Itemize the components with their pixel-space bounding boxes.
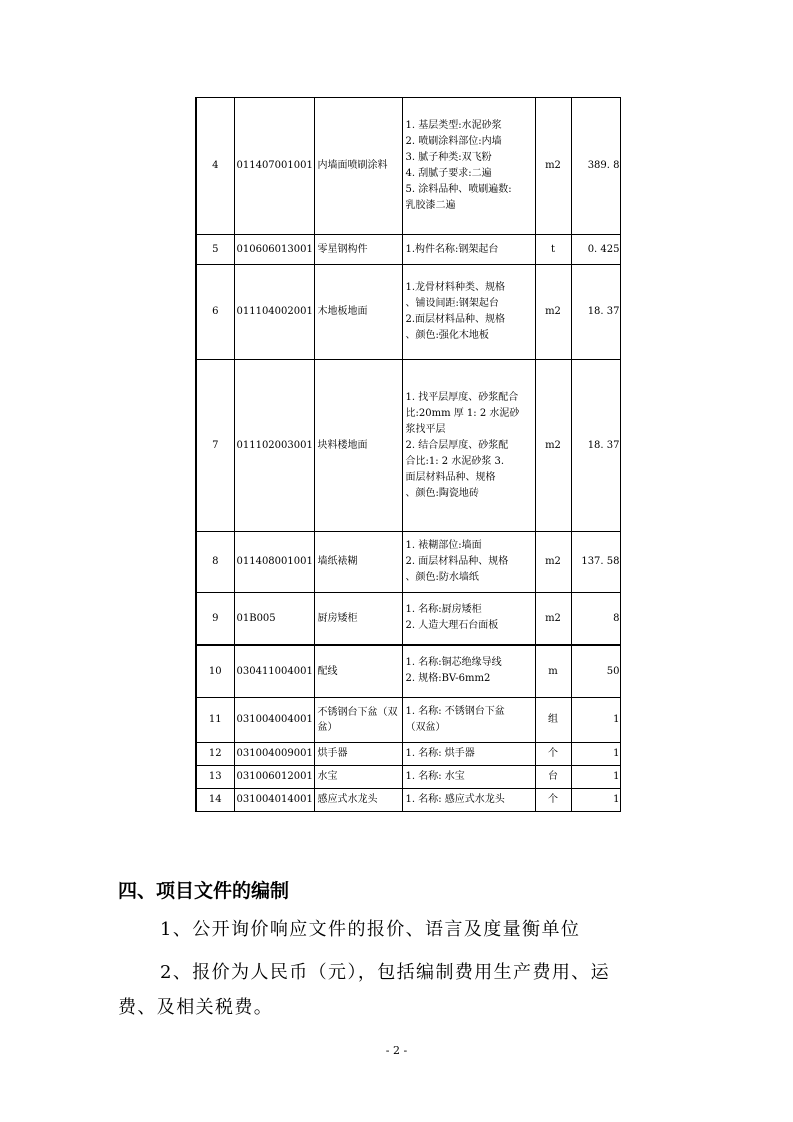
feature-line: 1. 名称:铜芯绝缘导线 [405,657,502,669]
item-features-cell [402,789,535,812]
feature-line: 、颜色:陶瓷地砖 [405,487,479,499]
item-quantity-cell: 50 [571,645,620,698]
feature-line: 3. 腻子种类:双飞粉 [405,152,492,163]
item-name-cell: 配线 [314,645,402,698]
item-number-cell: 13 [196,766,234,789]
item-unit-cell: m2 [535,532,571,593]
feature-line: 1. 名称:厨房矮柜 [405,604,482,616]
item-number-cell: 6 [196,265,234,360]
item-unit-cell: m [535,645,571,698]
paragraph-price-continuation: 费、及相关税费。 [118,997,274,1018]
item-quantity-cell: 137. 58 [571,532,620,593]
item-name-cell: 内墙面喷刷涂料 [314,98,402,235]
item-code-cell: 011102003001 [234,360,314,532]
item-number-cell: 12 [196,743,234,766]
item-quantity-cell: 389. 8 [571,98,620,235]
item-name-cell: 墙纸裱糊 [314,532,402,593]
feature-line: 1. 名称: 烘手器 [405,748,475,759]
feature-line: 、铺设间距:钢架起台 [405,298,499,309]
item-number-cell: 5 [196,235,234,265]
item-name-cell: 感应式水龙头 [314,789,402,812]
item-quantity-cell: 18. 37 [571,265,620,360]
item-name-cell: 水宝 [314,766,402,789]
feature-line: 1. 找平层厚度、砂浆配合 [405,391,519,403]
item-quantity-cell: 8 [571,593,620,645]
item-quantity-cell: 0. 425 [571,235,620,265]
section-title: 四、项目文件的编制 [118,880,290,902]
item-code-cell: 031004004001 [234,698,314,743]
item-features-cell [402,743,535,766]
item-number-cell: 7 [196,360,234,532]
item-name-cell: 厨房矮柜 [314,593,402,645]
feature-line: 、颜色:防水墙纸 [405,572,479,583]
table-row [196,98,620,235]
item-quantity-cell: 1 [571,789,620,812]
item-code-cell: 031004009001 [234,743,314,766]
table-row [196,360,620,532]
item-number-cell: 14 [196,789,234,812]
item-unit-cell: m2 [535,360,571,532]
table-row [196,235,620,265]
table-row [196,593,620,645]
feature-line: 1.龙骨材料种类、规格 [405,282,506,293]
item-features-cell [402,698,535,743]
feature-line: 2. 面层材料品种、规格 [405,556,509,567]
feature-line: 面层材料品种、规格 [405,471,496,483]
item-name-cell: 块料楼地面 [314,360,402,532]
item-code-cell: 011408001001 [234,532,314,593]
item-unit-cell: 组 [535,698,571,743]
table-row [196,698,620,743]
feature-line: 浆找平层 [405,423,446,435]
item-number-cell: 11 [196,698,234,743]
item-unit-cell: 台 [535,766,571,789]
item-name-cell: 不锈钢台下盆（双盆） [314,698,402,743]
item-name-cell: 烘手器 [314,743,402,766]
feature-line: 2. 规格:BV-6mm2 [405,673,491,685]
feature-line: 1. 名称: 水宝 [405,771,465,782]
feature-line: 1. 名称: 不锈钢台下盆 [405,706,505,717]
item-name-cell: 木地板地面 [314,265,402,360]
feature-line: 2. 人造大理石台面板 [405,620,499,632]
feature-line: 乳胶漆二遍 [405,200,456,211]
paragraph-price-currency: 2、报价为人民币（元），包括编制费用生产费用、运 [160,962,611,983]
item-unit-cell: m2 [535,98,571,235]
item-code-cell: 011104002001 [234,265,314,360]
item-code-cell: 031004014001 [234,789,314,812]
item-unit-cell: m2 [535,265,571,360]
item-features-cell [402,593,535,645]
bill-of-quantities-table [195,97,621,812]
item-features-cell [402,98,535,235]
item-code-cell: 01B005 [234,593,314,645]
item-code-cell: 031006012001 [234,766,314,789]
feature-line: 1. 基层类型:水泥砂浆 [405,120,502,131]
table-row [196,743,620,766]
table-row [196,789,620,812]
paragraph-currency-language: 1、公开询价响应文件的报价、语言及度量衡单位 [160,919,581,940]
item-features-cell [402,235,535,265]
item-features-cell [402,645,535,698]
item-number-cell: 9 [196,593,234,645]
feature-line: （双盆） [405,722,446,733]
item-features-cell [402,532,535,593]
item-number-cell: 10 [196,645,234,698]
item-quantity-cell: 1 [571,743,620,766]
page-number: - 2 - [385,1044,408,1057]
item-features-cell [402,265,535,360]
item-number-cell: 4 [196,98,234,235]
feature-line: 1. 名称: 感应式水龙头 [405,794,505,805]
item-unit-cell: t [535,235,571,265]
table-row [196,265,620,360]
item-name-cell: 零星钢构件 [314,235,402,265]
item-unit-cell: m2 [535,593,571,645]
feature-line: 1.构件名称:钢架起台 [405,243,499,255]
feature-line: 2.面层材料品种、规格 [405,314,506,325]
feature-line: 2. 结合层厚度、砂浆配 [405,439,509,451]
item-unit-cell: 个 [535,743,571,766]
feature-line: 5. 涂料品种、喷刷遍数: [405,184,512,195]
item-quantity-cell: 1 [571,698,620,743]
table-row [196,766,620,789]
item-code-cell: 011407001001 [234,98,314,235]
item-quantity-cell: 1 [571,766,620,789]
item-number-cell: 8 [196,532,234,593]
item-code-cell: 030411004001 [234,645,314,698]
item-unit-cell: 个 [535,789,571,812]
item-features-cell [402,766,535,789]
table-row [196,532,620,593]
feature-line: 4. 刮腻子要求:二遍 [405,168,492,179]
table-row [196,645,620,698]
item-quantity-cell: 18. 37 [571,360,620,532]
feature-line: 、颜色:强化木地板 [405,330,489,341]
feature-line: 1. 裱糊部位:墙面 [405,540,482,551]
item-code-cell: 010606013001 [234,235,314,265]
feature-line: 合比:1: 2 水泥砂浆 3. [405,455,505,467]
feature-line: 比:20mm 厚 1: 2 水泥砂 [405,407,520,419]
feature-line: 2. 喷刷涂料部位:内墙 [405,136,502,147]
item-features-cell [402,360,535,532]
